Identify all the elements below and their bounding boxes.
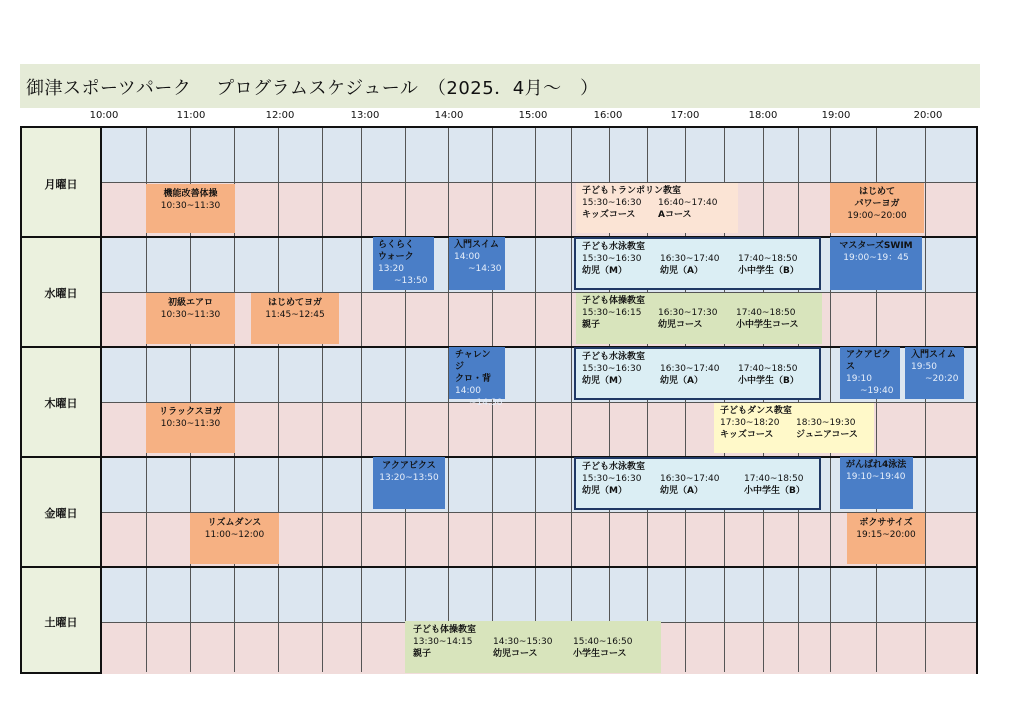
event-title: アクアビクス [382,461,436,471]
event-time: 17:40~18:50 [738,364,798,374]
event-time: 16:40~17:40 [658,198,718,208]
event-block[interactable] [449,347,505,408]
event-course: 小中学生（B） [738,266,799,276]
event-block[interactable] [840,457,913,509]
event-course: 幼児（M） [582,266,627,276]
event-time: 19:00~20:00 [847,211,907,221]
event-time: 16:30~17:40 [660,364,720,374]
event-course: ジュニアコース [796,430,858,440]
event-course: 幼児（A） [660,266,703,276]
event-title: リラックスヨガ [159,407,222,417]
event-course: 小中学生コース [736,320,799,330]
event-title: チャレンジ [455,350,491,372]
event-title: 子どもトランポリン教室 [582,186,682,196]
event-time: 14:00 [455,386,481,396]
event-block[interactable] [146,293,235,344]
event-time: 17:40~18:50 [738,254,798,264]
event-time: 16:30~17:40 [660,254,720,264]
event-block[interactable] [576,183,738,233]
event-time: 15:30~16:30 [582,198,642,208]
event-title: がんばれ4泳法 [846,460,907,470]
event-course: 幼児（A） [660,486,703,496]
event-course: 小学生コース [573,649,627,659]
event-time: 11:45~12:45 [265,310,325,320]
title-bar [20,64,980,108]
event-title: 初級エアロ [167,298,213,308]
time-label: 17:00 [670,110,700,121]
event-title: 機能改善体操 [163,189,218,199]
event-title: 子ども体操教室 [413,625,477,635]
day-label: 木曜日 [44,397,78,410]
event-title: ウォーク [378,252,414,262]
event-title: ボクササイズ [859,518,913,528]
event-time: 17:40~18:50 [736,308,796,318]
event-time: ~13:50 [394,276,428,286]
event-time: 16:30~17:30 [658,308,718,318]
event-block[interactable] [574,347,821,400]
event-block[interactable] [574,237,821,290]
event-time: 15:40~16:50 [573,637,633,647]
event-time: 16:30~17:40 [660,474,720,484]
page-title: 御津スポーツパーク プログラムスケジュール （2025．4月～ ） [26,78,599,99]
event-time: 17:40~18:50 [744,474,804,484]
event-block[interactable] [905,347,964,399]
event-title: 子どもダンス教室 [720,406,792,416]
event-title: 入門スイム [911,350,956,360]
event-block[interactable] [146,403,235,453]
event-time: 19:50 [911,362,937,372]
time-label: 14:00 [434,110,464,121]
event-course: 親子 [413,649,432,659]
event-time: 19:10~19:40 [846,472,906,482]
event-time: ~19:40 [860,386,894,396]
event-course: 幼児（M） [582,486,627,496]
event-time: 18:30~19:30 [796,418,856,428]
event-title: マスターズSWIM [839,241,913,251]
event-time: 17:30~18:20 [720,418,780,428]
event-course: キッズコース [582,210,636,220]
event-block[interactable] [373,237,434,290]
event-block[interactable] [574,457,821,510]
event-block[interactable] [576,293,822,344]
day-label: 土曜日 [44,616,78,629]
event-title: 子ども体操教室 [582,296,646,306]
event-course: Aコース [658,210,692,220]
time-label: 13:00 [350,110,380,121]
event-time: 13:20~13:50 [379,473,439,483]
event-title: アクアビクス [846,350,891,372]
event-title: はじめてヨガ [267,298,322,308]
day-label: 月曜日 [44,178,78,191]
event-time: 10:30~11:30 [160,419,221,429]
time-label: 19:00 [821,110,851,121]
time-label: 16:00 [593,110,623,121]
event-time: ~20:20 [925,374,959,384]
event-course: 小中学生（B） [744,486,805,496]
event-time: 13:30~14:15 [413,637,473,647]
event-title: らくらく [378,240,415,250]
event-time: 11:00~12:00 [204,530,265,540]
event-block[interactable] [190,513,279,564]
event-course: 幼児コース [493,649,538,659]
event-course: 幼児コース [658,320,703,330]
event-title: クロ・背 [455,374,492,384]
event-block[interactable] [830,183,924,233]
event-title: はじめて [858,187,895,197]
time-label: 18:00 [748,110,778,121]
event-time: ~14:30 [468,264,502,274]
time-label: 12:00 [265,110,295,121]
event-time: ~14:30 [469,398,503,408]
event-time: 15:30~16:30 [582,474,642,484]
event-course: 小中学生（B） [738,376,799,386]
event-block[interactable] [449,237,505,290]
event-time: 14:30~15:30 [493,637,553,647]
time-label: 11:00 [176,110,206,121]
event-title: 入門スイム [454,240,499,250]
event-course: 親子 [582,320,601,330]
event-time: 15:30~16:30 [582,254,642,264]
event-time: 13:20 [378,264,404,274]
event-block[interactable] [840,347,900,399]
event-title: パワーヨガ [854,199,900,209]
event-block[interactable] [146,184,235,233]
event-course: キッズコース [720,430,774,440]
event-block[interactable] [847,513,925,564]
event-time: 19:10 [846,374,872,384]
event-title: 子ども水泳教室 [582,242,646,252]
event-course: 幼児（M） [582,376,627,386]
event-time: 19:00~19：45 [843,253,909,263]
event-time: 15:30~16:15 [582,308,642,318]
event-block[interactable] [714,403,874,453]
event-time: 15:30~16:30 [582,364,642,374]
event-block[interactable] [405,621,661,673]
event-block[interactable] [830,237,922,290]
day-label: 水曜日 [44,287,78,300]
time-label: 15:00 [518,110,548,121]
event-block[interactable] [373,457,445,509]
event-course: 幼児（A） [660,376,703,386]
day-label: 金曜日 [44,507,78,520]
event-block[interactable] [251,293,339,344]
event-time: 14:00 [454,252,480,262]
time-label: 10:00 [89,110,119,121]
time-label: 20:00 [913,110,943,121]
event-title: リズムダンス [207,518,262,528]
event-time: 19:15~20:00 [856,530,916,540]
event-time: 10:30~11:30 [160,310,221,320]
day-column [22,128,102,672]
event-title: 子ども水泳教室 [582,352,646,362]
event-title: 子ども水泳教室 [582,462,646,472]
event-time: 10:30~11:30 [160,201,221,211]
